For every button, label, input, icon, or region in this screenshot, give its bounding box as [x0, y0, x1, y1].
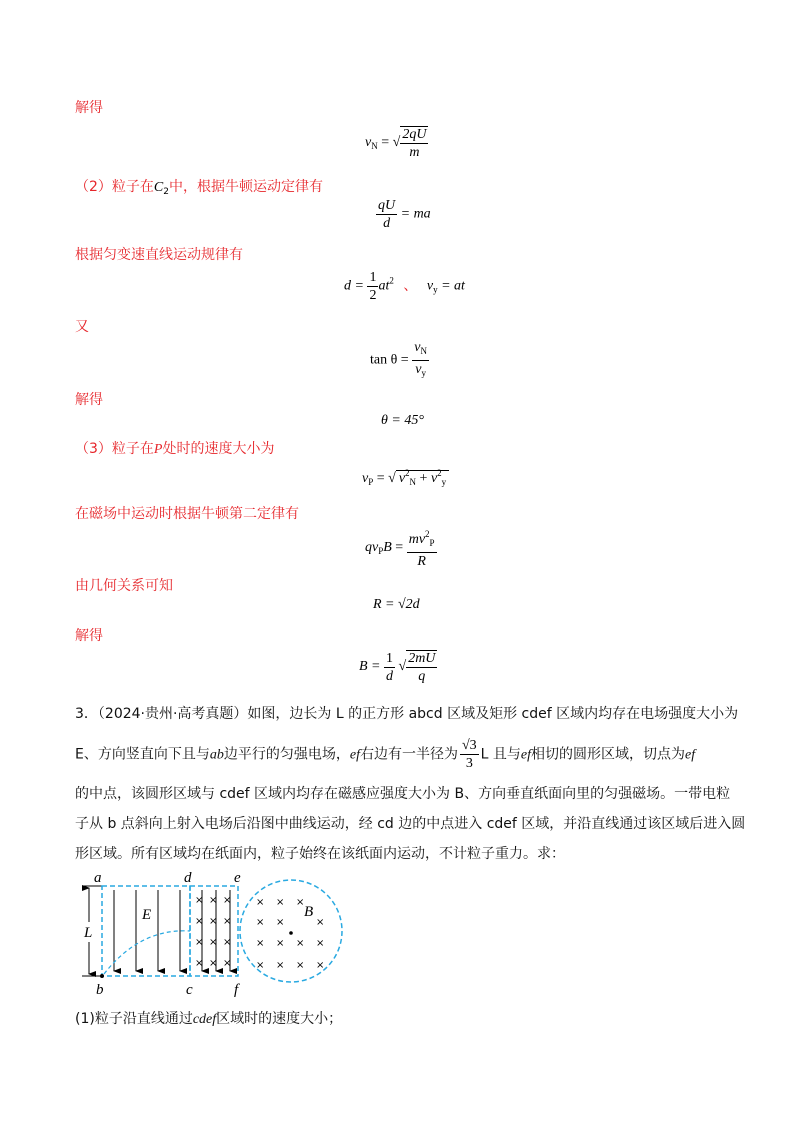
eq-kin-num: 1 [369, 270, 377, 285]
equation-b: B = $\frac{1}{d}$ √ $\frac{2mU}{q}$ [359, 650, 436, 684]
part2-c2-sub: 2 [163, 187, 169, 197]
question1-b: 区域时的速度大小； [216, 1011, 343, 1027]
label-c: c [186, 982, 193, 998]
label-d: d [184, 870, 192, 886]
eq-kin-rhs: at [378, 278, 390, 294]
svg-text:×: × [209, 895, 218, 906]
svg-text:×: × [256, 917, 265, 928]
question1-a: (1)粒子沿直线通过 [75, 1011, 193, 1027]
equation-r: R = √2d [373, 597, 420, 612]
line2-d: L 且与 [480, 746, 521, 763]
part2-heading [75, 176, 323, 197]
label-L: L [84, 925, 93, 941]
eq-b-den1: d [386, 668, 393, 684]
svg-text:×: × [316, 917, 325, 928]
svg-text:×: × [256, 938, 265, 949]
svg-text:×: × [316, 960, 325, 971]
field-crosses-rect [195, 895, 231, 969]
eq-b-lhs: B = [359, 659, 381, 675]
eq-b-frac1 [384, 651, 395, 684]
geometry-text: 由几何关系可知 [75, 578, 173, 594]
solve-label-3: 解得 [75, 628, 103, 644]
eq-kin-den: 2 [369, 288, 377, 303]
part3-suffix: 处时的速度大小为 [162, 441, 275, 457]
part2-c2: C [153, 180, 164, 195]
line2-ef2: ef [520, 747, 532, 763]
svg-text:×: × [195, 916, 204, 927]
eq-tan-lhs: tan θ = [370, 352, 409, 368]
line2-a: E、方向竖直向下且与 [75, 746, 210, 763]
equation-vp: $v_P$ = √ $v^2_N + v^2_y$ [362, 468, 449, 487]
label-E: E [142, 907, 152, 923]
question1-cdef: cdef [192, 1012, 217, 1027]
line2-ef3: ef [685, 747, 696, 763]
svg-text:×: × [195, 895, 204, 906]
svg-text:×: × [209, 916, 218, 927]
magnetic-newton-text: 在磁场中运动时根据牛顿第二定律有 [75, 506, 299, 522]
question-1 [75, 1008, 342, 1028]
line2-frac-num: √3 [461, 738, 477, 753]
equation-vn: $v_N$ = √ $\frac{2qU}{m}$ [365, 127, 427, 160]
eq-kin-sep: 、 [403, 278, 418, 294]
trajectory-curve [104, 931, 190, 974]
svg-text:×: × [223, 895, 232, 906]
problem-line-3: 的中点，该圆形区域与 cdef 区域内均存在磁感应强度大小为 B、方向垂直纸面向里的匀强磁场。一带电粒 [75, 786, 731, 802]
eq-lorentz-frac: $\frac{mv^2_P}{R}$ [408, 529, 435, 569]
svg-text:×: × [276, 960, 285, 971]
problem-line-1: 3．（2024·贵州·高考真题）如图，边长为 L 的正方形 abcd 区域及矩形 cdef 区域内均存在电场强度大小为 [75, 706, 739, 722]
svg-text:×: × [276, 917, 285, 928]
eq-vn-sub: N [371, 141, 378, 152]
problem-line-5: 形区域。所有区域均在纸面内，粒子始终在该纸面内运动，不计粒子重力。求： [75, 846, 565, 862]
svg-text:×: × [209, 958, 218, 969]
equation-newton [376, 198, 431, 231]
svg-text:×: × [296, 897, 305, 908]
svg-text:×: × [256, 960, 265, 971]
svg-text:×: × [276, 938, 285, 949]
eq-b-num2: 2mU [408, 651, 436, 666]
point-b [100, 974, 104, 978]
line2-b: 边平行的匀强电场， [223, 746, 350, 763]
line2-ef: ef [349, 747, 360, 763]
line2-e: 相切的圆形区域，切点为 [531, 746, 686, 763]
equation-theta: θ = 45° [381, 413, 424, 428]
eq-b-den2: q [418, 669, 426, 684]
eq-newton-den: d [383, 216, 391, 231]
eq-vy: = at [441, 278, 465, 294]
problem-figure [70, 868, 360, 1000]
svg-text:×: × [223, 916, 232, 927]
part2-suffix: 中，根据牛顿运动定律有 [169, 179, 323, 195]
eq-newton-num: qU [378, 198, 396, 213]
eq-b-num1: 1 [386, 650, 393, 666]
eq-tan-frac: $\frac{v_N}{v_y}$ [414, 340, 427, 378]
solve-label-2: 解得 [75, 392, 103, 408]
eq-b-frac2 [406, 650, 437, 684]
problem-line-2 [75, 738, 695, 771]
line2-frac [460, 738, 479, 771]
svg-text:×: × [296, 960, 305, 971]
svg-text:×: × [223, 937, 232, 948]
svg-text:×: × [223, 958, 232, 969]
svg-text:×: × [256, 897, 265, 908]
label-b: b [96, 982, 104, 998]
eq-vn-frac [400, 126, 428, 160]
label-e: e [234, 870, 241, 886]
svg-text:×: × [296, 938, 305, 949]
svg-text:×: × [195, 958, 204, 969]
part3-heading [75, 438, 274, 458]
svg-text:×: × [276, 897, 285, 908]
problem-line-4: 子从 b 点斜向上射入电场后沿图中曲线运动，经 cd 边的中点进入 cdef 区域，并沿直线通过该区域后进入圆 [75, 816, 746, 832]
label-a: a [94, 870, 102, 886]
label-f: f [234, 982, 239, 998]
eq-newton-rhs: = ma [400, 206, 431, 222]
line2-ab: ab [209, 747, 224, 763]
eq-kin-lhs: d = [344, 278, 364, 294]
also-text: 又 [75, 319, 89, 335]
svg-text:×: × [209, 937, 218, 948]
part2-prefix: （2）粒子在 [75, 179, 154, 195]
equation-tan [370, 340, 429, 381]
solve-label-1: 解得 [75, 100, 103, 116]
uniform-accel-text: 根据匀变速直线运动规律有 [75, 247, 243, 263]
eq-vn-num: 2qU [402, 127, 427, 142]
svg-text:×: × [316, 938, 325, 949]
equation-kinematic: d = $\frac{1}{2}$ $at^2$ 、 $v_y$ = at [344, 270, 465, 303]
part3-prefix: （3）粒子在 [75, 441, 154, 457]
eq-kin-frac [367, 270, 378, 303]
equation-lorentz: $qv_PB$ = $\frac{mv^2_P}{R}$ [365, 529, 435, 569]
label-B: B [304, 904, 314, 920]
eq-newton-frac [376, 198, 397, 231]
sqrt-radical: √ [392, 135, 401, 150]
part3-p: P [153, 442, 163, 457]
line2-c: 右边有一半径为 [359, 746, 458, 763]
svg-text:×: × [195, 937, 204, 948]
circle-center [289, 931, 293, 935]
eq-vn-den: m [409, 145, 420, 160]
line2-frac-den: 3 [465, 756, 473, 771]
eq-vn-lhs: v [365, 135, 372, 151]
